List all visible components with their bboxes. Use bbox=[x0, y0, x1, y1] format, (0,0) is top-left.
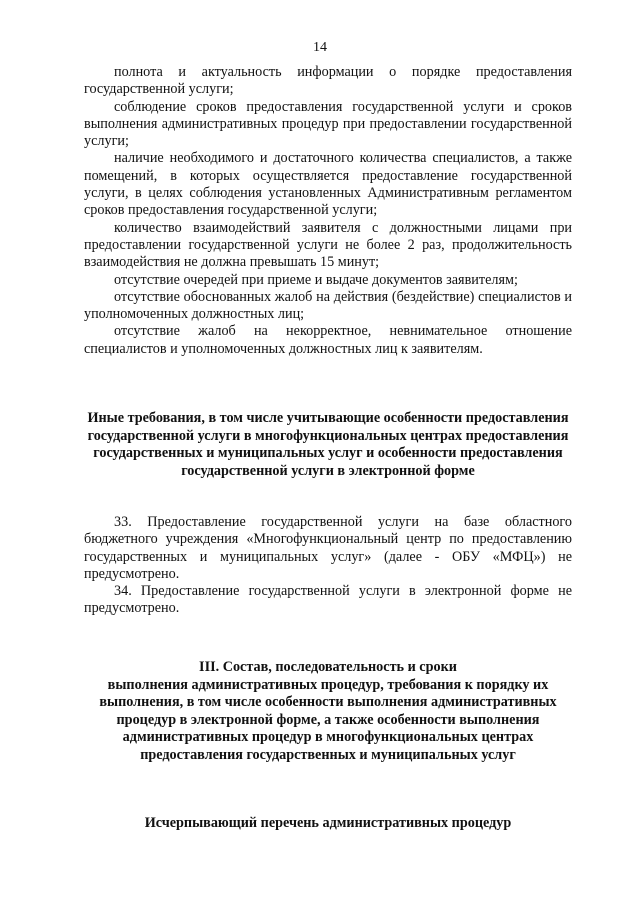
paragraphs-block bbox=[84, 514, 572, 618]
heading-text: Иные требования, в том числе учитывающие особенности предоставления государственной услуги в многофункциональных центрах предоставления государственных и муниципальных услуг и особенности предоставления государственной услуги в электронной форме bbox=[87, 410, 569, 479]
section-iii-heading bbox=[84, 659, 572, 765]
paragraph-34: 34. Предоставление государственной услуги в электронной форме не предусмотрено. bbox=[84, 583, 572, 617]
list-item: полнота и актуальность информации о порядке предоставления государственной услуги; bbox=[84, 64, 572, 98]
section-heading-rest: выполнения административных процедур, требования к порядку их выполнения, в том числе особенности выполнения административных процедур в электронной форме, а также особенности выполнения административных процедур в многофункциональных центрах предоставления государственных и муниципальных услуг bbox=[99, 676, 557, 763]
quality-indicators-list bbox=[84, 64, 572, 358]
list-item: отсутствие обоснованных жалоб на действия (бездействие) специалистов и уполномоченных должностных лиц; bbox=[84, 288, 572, 323]
subheading-text: Исчерпывающий перечень административных процедур bbox=[144, 815, 512, 831]
section-heading-line1: III. Состав, последовательность и сроки bbox=[199, 659, 457, 675]
procedures-list-heading bbox=[84, 815, 572, 833]
list-item: соблюдение сроков предоставления государственной услуги и сроков выполнения административных процедур при предоставлении государственной услуги; bbox=[84, 98, 572, 150]
other-requirements-heading bbox=[84, 410, 572, 480]
list-item: отсутствие жалоб на некорректное, невнимательное отношение специалистов и уполномоченных должностных лиц к заявителям. bbox=[84, 323, 572, 357]
page-number: 14 bbox=[313, 40, 327, 55]
paragraph-33: 33. Предоставление государственной услуги на базе областного бюджетного учреждения «Многофункциональный центр по предоставлению государственных и муниципальных услуг» (далее - ОБУ «МФЦ») не предусмотрено. bbox=[84, 514, 572, 582]
list-item: отсутствие очередей при приеме и выдаче документов заявителям; bbox=[114, 271, 518, 288]
list-item: наличие необходимого и достаточного количества специалистов, а также помещений, в которых осуществляется предоставление государственной услуги, в целях соблюдения установленных Административным регламентом сроков предоставления государственной услуги; bbox=[84, 150, 572, 219]
list-item: количество взаимодействий заявителя с должностными лицами при предоставлении государственной услуги не более 2 раз, продолжительность взаимодействия не должна превышать 15 минут; bbox=[84, 219, 572, 271]
